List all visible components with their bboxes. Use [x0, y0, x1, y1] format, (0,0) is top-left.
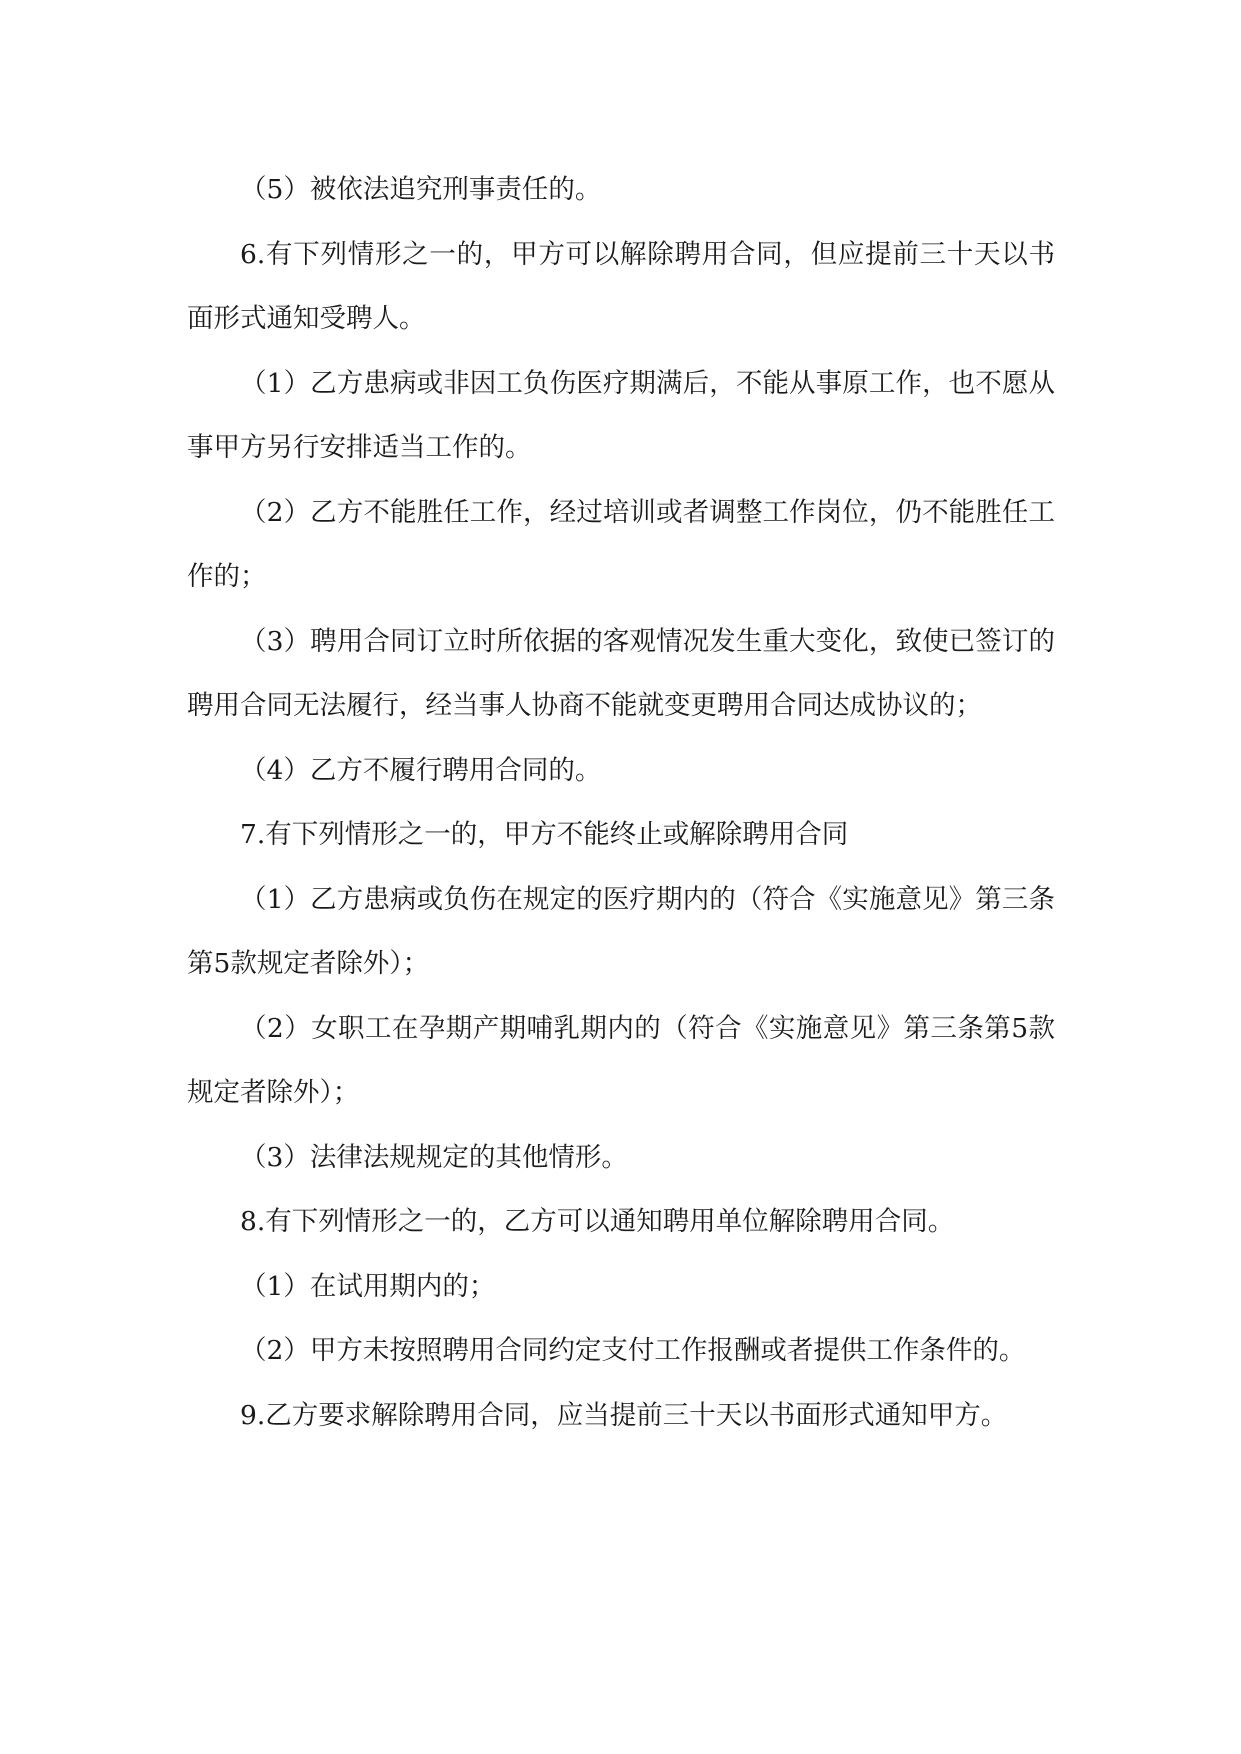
clause-8-2: （2）甲方未按照聘用合同约定支付工作报酬或者提供工作条件的。	[240, 1335, 1026, 1366]
document-body	[187, 158, 1055, 1448]
clause-7: 7.有下列情形之一的，甲方不能终止或解除聘用合同	[240, 819, 849, 850]
clause-8-1: （1）在试用期内的；	[240, 1270, 496, 1302]
clause-6-2: （2）乙方不能胜任工作，经过培训或者调整工作岗位，仍不能胜任工作的；	[187, 496, 1055, 592]
clause-9: 9.乙方要求解除聘用合同，应当提前三十天以书面形式通知甲方。	[240, 1399, 1008, 1431]
clause-6-3: （3）聘用合同订立时所依据的客观情况发生重大变化，致使已签订的聘用合同无法履行，经当事人协商不能就变更聘用合同达成协议的；	[187, 625, 1055, 721]
clause-6-4: （4）乙方不履行聘用合同的。	[240, 754, 602, 786]
clause-7-1: （1）乙方患病或负伤在规定的医疗期内的（符合《实施意见》第三条第5款规定者除外）；	[187, 883, 1055, 979]
clause-7-2: （2）女职工在孕期产期哺乳期内的（符合《实施意见》第三条第5款规定者除外）；	[187, 1012, 1055, 1108]
clause-5-5: （5）被依法追究刑事责任的。	[240, 174, 602, 205]
clause-8: 8.有下列情形之一的，乙方可以通知聘用单位解除聘用合同。	[240, 1206, 955, 1237]
clause-7-3: （3）法律法规规定的其他情形。	[240, 1141, 628, 1173]
clause-6: 6.有下列情形之一的，甲方可以解除聘用合同，但应提前三十天以书面形式通知受聘人。	[187, 238, 1055, 334]
clause-6-1: （1）乙方患病或非因工负伤医疗期满后，不能从事原工作，也不愿从事甲方另行安排适当工作的。	[187, 367, 1055, 463]
